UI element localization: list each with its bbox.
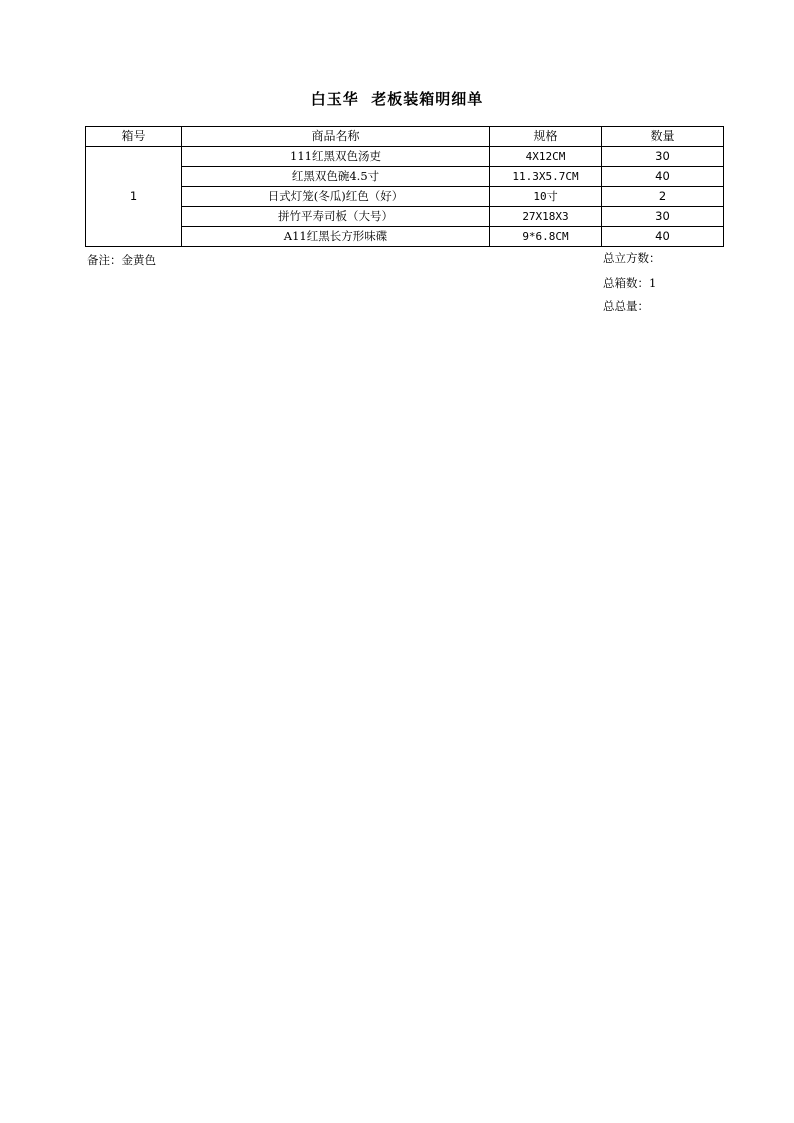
product-name-cell: A11红黑长方形味碟 xyxy=(182,227,490,247)
box-number-cell: 1 xyxy=(86,147,182,247)
total-weight-label: 总总量： xyxy=(603,299,649,313)
quantity-cell: 40 xyxy=(602,167,724,187)
header-box-no: 箱号 xyxy=(86,127,182,147)
product-name-cell: 日式灯笼(冬瓜)红色（好） xyxy=(182,187,490,207)
document-title: 白玉华 老板装箱明细单 xyxy=(310,90,484,108)
table-row xyxy=(86,227,724,247)
spec-cell: 27X18X3 xyxy=(490,207,602,227)
quantity-cell: 30 xyxy=(602,207,724,227)
table-row xyxy=(86,167,724,187)
spec-cell: 9*6.8CM xyxy=(490,227,602,247)
packing-list-table xyxy=(85,126,724,247)
quantity-cell: 40 xyxy=(602,227,724,247)
quantity-cell: 2 xyxy=(602,187,724,207)
product-name-cell: 111红黑双色汤吏 xyxy=(182,147,490,167)
table-row xyxy=(86,207,724,227)
header-product-name: 商品名称 xyxy=(182,127,490,147)
spec-cell: 10寸 xyxy=(490,187,602,207)
table-row xyxy=(86,147,724,167)
quantity-cell: 30 xyxy=(602,147,724,167)
total-boxes-value: 1 xyxy=(649,276,657,290)
spec-cell: 11.3X5.7CM xyxy=(490,167,602,187)
total-boxes-label: 总箱数： xyxy=(603,276,649,290)
table-row xyxy=(86,187,724,207)
header-spec: 规格 xyxy=(490,127,602,147)
total-weight xyxy=(603,298,649,314)
total-volume-label: 总立方数： xyxy=(603,251,661,265)
remark-note: 备注：金黄色 xyxy=(87,253,156,267)
product-name-cell: 拼竹平寿司板（大号） xyxy=(182,207,490,227)
product-name-cell: 红黑双色碗4.5寸 xyxy=(182,167,490,187)
total-volume xyxy=(603,250,661,266)
spec-cell: 4X12CM xyxy=(490,147,602,167)
header-quantity: 数量 xyxy=(602,127,724,147)
total-boxes xyxy=(603,275,656,291)
table-header-row xyxy=(86,127,724,147)
